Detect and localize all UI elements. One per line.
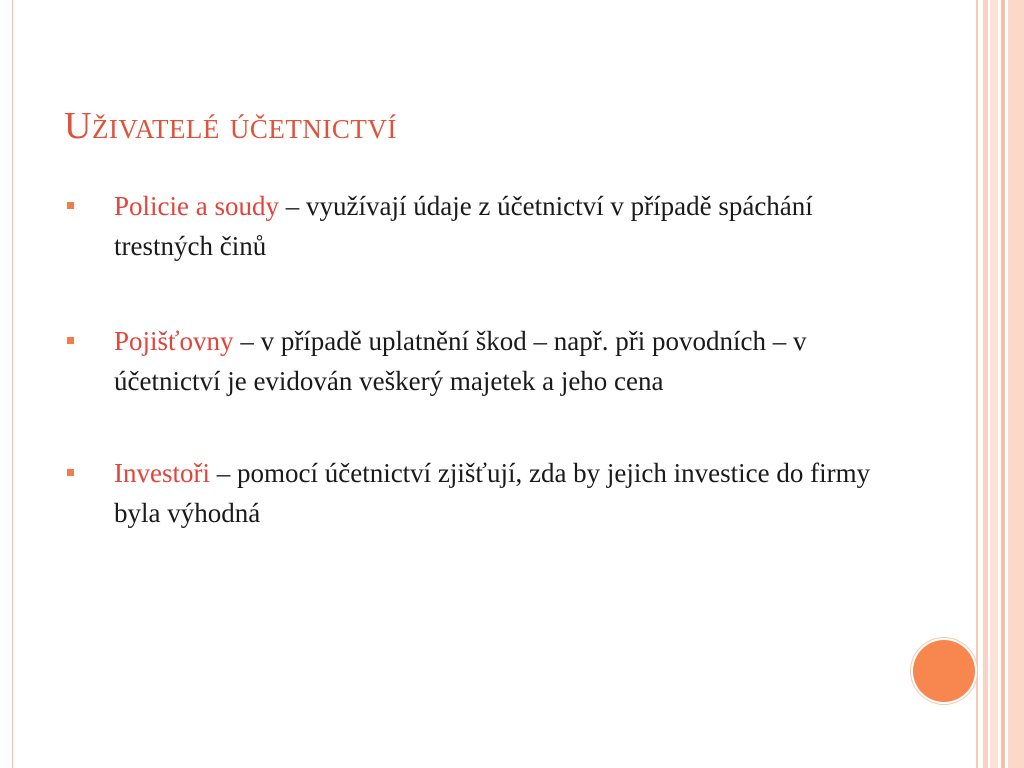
decorative-stripe bbox=[976, 0, 978, 768]
decorative-stripe bbox=[1001, 0, 1005, 768]
slide-title: Uživatelé účetnictví bbox=[64, 105, 397, 147]
bullet-term: Investoři bbox=[114, 458, 210, 488]
bullet-item-investors bbox=[64, 453, 884, 533]
bullet-term: Pojišťovny bbox=[114, 326, 234, 356]
decorative-stripe bbox=[983, 0, 988, 768]
accent-circle bbox=[913, 640, 975, 702]
bullet-text: – v případě uplatnění škod – např. při povodních – v účetnictví je evidován veškerý majetek a jeho cena bbox=[114, 326, 807, 396]
square-bullet-icon bbox=[67, 202, 74, 209]
decorative-stripe bbox=[990, 0, 998, 768]
bullet-term: Policie a soudy bbox=[114, 191, 279, 221]
bullet-text: – využívají údaje z účetnictví v případě spáchání trestných činů bbox=[114, 191, 813, 261]
square-bullet-icon bbox=[67, 469, 74, 476]
square-bullet-icon bbox=[67, 337, 74, 344]
bullet-item-insurance bbox=[64, 321, 884, 401]
bullet-item-police bbox=[64, 186, 884, 266]
decorative-stripe bbox=[1008, 0, 1024, 768]
bullet-text: – pomocí účetnictví zjišťují, zda by jejich investice do firmy byla výhodná bbox=[114, 458, 871, 528]
left-border-line bbox=[12, 0, 13, 768]
bullet-list bbox=[64, 186, 884, 588]
